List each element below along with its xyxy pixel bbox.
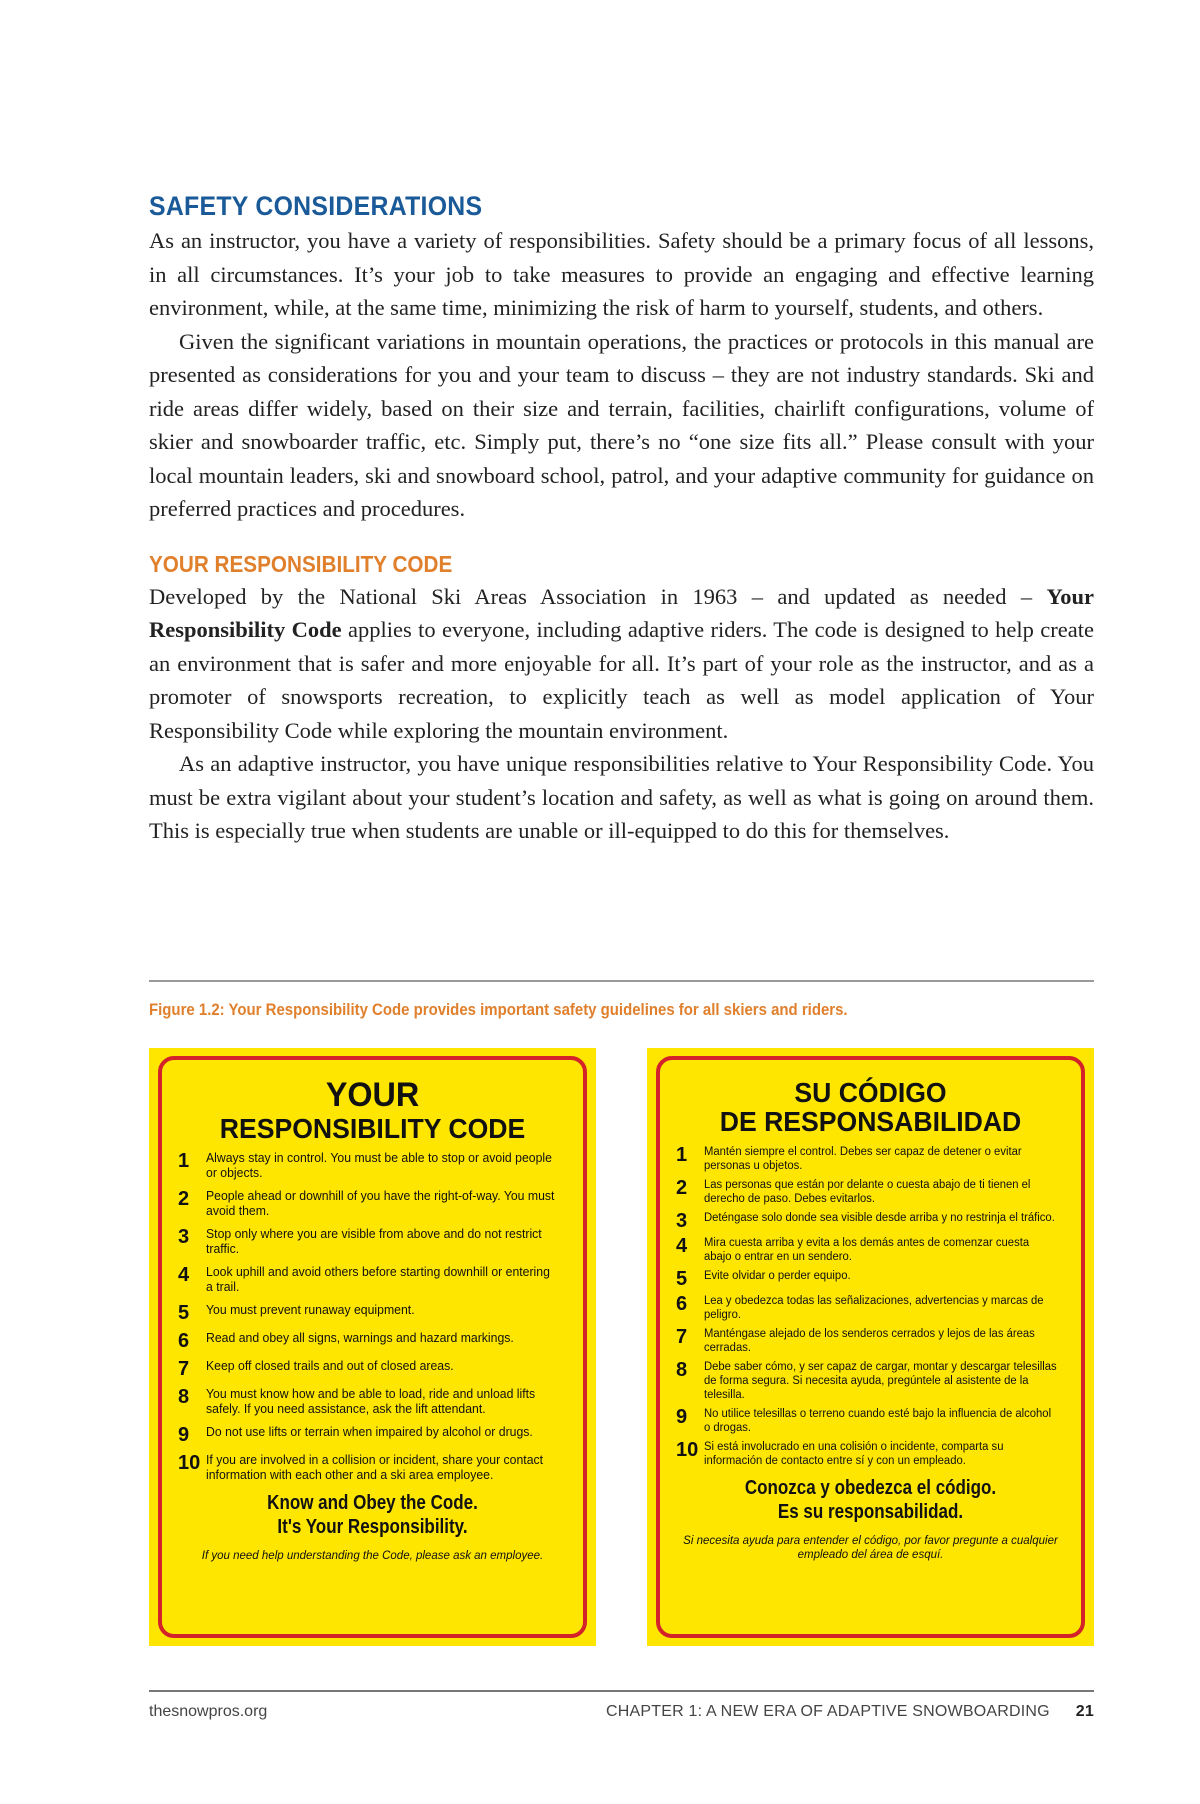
list-item xyxy=(178,1453,567,1483)
list-item xyxy=(676,1145,1065,1173)
rule-number: 7 xyxy=(178,1358,190,1381)
rule-text: Always stay in control. You must be able to stop or avoid people or objects. xyxy=(206,1151,552,1181)
rule-text: Las personas que están por delante o cuesta abajo de ti tienen el derecho de paso. Debes evitarlos. xyxy=(704,1178,1031,1205)
footer-site: thesnowpros.org xyxy=(149,1703,268,1720)
rule-text: If you are involved in a collision or incident, share your contact information with each other and a ski area employee. xyxy=(206,1453,544,1483)
rule-text: Si está involucrado en una colisión o incidente, comparta su información de contacto entre sí y con un empleado. xyxy=(704,1440,1004,1467)
figure-caption: Figure 1.2: Your Responsibility Code provides important safety guidelines for all skiers and riders. xyxy=(149,1000,848,1019)
rule-number: 4 xyxy=(676,1234,688,1257)
sign-english-title-line2: RESPONSIBILITY CODE xyxy=(219,1112,526,1144)
list-item xyxy=(676,1294,1065,1322)
rule-text: Read and obey all signs, warnings and hazard markings. xyxy=(206,1331,514,1346)
footer-divider xyxy=(149,1690,1094,1692)
rule-number: 5 xyxy=(178,1302,190,1325)
rule-number: 10 xyxy=(178,1452,201,1475)
rule-text: Lea y obedezca todas las señalizaciones, advertencias y marcas de peligro. xyxy=(704,1294,1044,1321)
rule-number: 2 xyxy=(676,1176,688,1199)
footer-chapter: CHAPTER 1: A NEW ERA OF ADAPTIVE SNOWBOARDING xyxy=(606,1703,1050,1720)
sign-english xyxy=(149,1048,596,1646)
sign-spanish-slogan-line2: Es su responsabilidad. xyxy=(777,1500,964,1523)
rule-text: You must prevent runaway equipment. xyxy=(206,1303,415,1318)
list-item xyxy=(178,1227,567,1257)
list-item xyxy=(178,1189,567,1219)
subsection-title: YOUR RESPONSIBILITY CODE xyxy=(149,550,453,577)
list-item xyxy=(178,1425,567,1445)
rule-number: 9 xyxy=(178,1424,190,1447)
paragraph-variations: Given the significant variations in mountain operations, the practices or protocols in this manual are presented as considerations for you and your team to discuss – they are not industry standards. Ski and ride areas differ widely, based on their size and terrain, facilities, chairlift configurations, volume of skier and snowboarder traffic, etc. Simply put, there’s no “one size fits all.” Please consult with your local mountain leaders, ski and snowboard school, patrol, and your adaptive community for guidance on preferred practices and procedures. xyxy=(149,328,1094,521)
sign-english-slogan-line1: Know and Obey the Code. xyxy=(267,1492,478,1515)
rule-number: 4 xyxy=(178,1264,190,1287)
rule-number: 8 xyxy=(178,1386,190,1409)
section-title: SAFETY CONSIDERATIONS xyxy=(149,191,483,221)
rule-number: 5 xyxy=(676,1267,688,1290)
rule-text: No utilice telesillas o terreno cuando esté bajo la influencia de alcohol o drogas. xyxy=(704,1407,1052,1434)
list-item xyxy=(676,1440,1065,1468)
paragraph-adaptive-instructor: As an adaptive instructor, you have unique responsibilities relative to Your Responsibility Code. You must be extra vigilant about your student’s location and safety, as well as what is going on around them. This is especially true when students are unable or ill-equipped to do this for themselves. xyxy=(149,751,1094,843)
sign-english-title-line1: YOUR xyxy=(325,1076,420,1114)
rule-text: Do not use lifts or terrain when impaired by alcohol or drugs. xyxy=(206,1425,533,1440)
sign-spanish-title-line2: DE RESPONSABILIDAD xyxy=(719,1106,1022,1138)
list-item xyxy=(676,1236,1065,1264)
list-item xyxy=(676,1269,1065,1289)
sign-spanish-border xyxy=(656,1056,1085,1638)
list-item xyxy=(676,1360,1065,1402)
sign-spanish-rules xyxy=(676,1145,1065,1468)
rule-number: 10 xyxy=(676,1438,699,1461)
rule-text: Debe saber cómo, y ser capaz de cargar, montar y descargar telesillas de forma segura. Si necesita ayuda, pregúntele al asistente de la telesilla. xyxy=(704,1360,1057,1401)
list-item xyxy=(178,1387,567,1417)
caption-divider xyxy=(149,980,1094,982)
list-item xyxy=(178,1265,567,1295)
rule-text: You must know how and be able to load, ride and unload lifts safely. If you need assistance, ask the lift attendant. xyxy=(206,1387,536,1417)
rule-number: 1 xyxy=(676,1143,688,1166)
sign-english-slogan-line2: It's Your Responsibility. xyxy=(277,1516,468,1539)
list-item xyxy=(676,1327,1065,1355)
footer-chapter-info xyxy=(606,1703,1094,1721)
rule-text: Mantén siempre el control. Debes ser capaz de detener o evitar personas u objetos. xyxy=(704,1145,1022,1172)
sign-spanish xyxy=(647,1048,1094,1646)
code-name-bold: Your Responsibility Code xyxy=(149,583,1094,642)
list-item xyxy=(178,1331,567,1351)
list-item xyxy=(676,1178,1065,1206)
rule-number: 7 xyxy=(676,1325,688,1348)
rule-text: Keep off closed trails and out of closed areas. xyxy=(206,1359,454,1374)
list-item xyxy=(178,1303,567,1323)
sign-english-rules xyxy=(178,1151,567,1483)
rule-number: 6 xyxy=(178,1330,190,1353)
rule-number: 3 xyxy=(676,1209,688,1232)
sign-spanish-slogan xyxy=(705,1476,1036,1524)
sign-spanish-title-line1: SU CÓDIGO xyxy=(794,1077,947,1108)
rule-number: 8 xyxy=(676,1358,688,1381)
rule-text: Deténgase solo donde sea visible desde arriba y no restrinja el tráfico. xyxy=(704,1211,1055,1224)
paragraph-code-history xyxy=(149,580,1094,748)
main-content xyxy=(149,188,1094,848)
rule-number: 3 xyxy=(178,1226,190,1249)
list-item xyxy=(676,1407,1065,1435)
sign-spanish-title xyxy=(686,1078,1056,1137)
paragraph-intro: As an instructor, you have a variety of responsibilities. Safety should be a primary focus of all lessons, in all circumstances. It’s your job to take measures to provide an engaging and effective learning environment, while, at the same time, minimizing the risk of harm to yourself, students, and others. xyxy=(149,228,1094,320)
rule-number: 1 xyxy=(178,1150,190,1173)
rule-text: People ahead or downhill of you have the right-of-way. You must avoid them. xyxy=(206,1189,555,1219)
sign-english-title xyxy=(188,1078,558,1143)
rule-number: 2 xyxy=(178,1188,190,1211)
paragraph-code-history-a: Developed by the National Ski Areas Association in 1963 – and updated as needed – xyxy=(149,583,1047,609)
sign-spanish-note: Si necesita ayuda para entender el código, por favor pregunte a cualquier empleado del área de esquí. xyxy=(683,1534,1058,1561)
sign-english-note: If you need help understanding the Code, please ask an employee. xyxy=(201,1550,544,1563)
paragraph-code-history-b: applies to everyone, including adaptive riders. The code is designed to help create an environment that is safer and more enjoyable for all. It’s part of your role as the instructor, and as a promoter of snowsports recreation, to explicitly teach as well as model application of Your Responsibility Code while exploring the mountain environment. xyxy=(149,617,1094,743)
sign-spanish-slogan-line1: Conozca y obedezca el código. xyxy=(744,1476,997,1499)
list-item xyxy=(178,1151,567,1181)
sign-english-border xyxy=(158,1056,587,1638)
sign-english-slogan xyxy=(207,1491,538,1539)
rule-text: Evite olvidar o perder equipo. xyxy=(704,1269,851,1282)
rule-text: Look uphill and avoid others before starting downhill or entering a trail. xyxy=(206,1265,550,1295)
rule-text: Stop only where you are visible from above and do not restrict traffic. xyxy=(206,1227,542,1257)
rule-number: 9 xyxy=(676,1405,688,1428)
rule-text: Manténgase alejado de los senderos cerrados y lejos de las áreas cerradas. xyxy=(704,1327,1035,1354)
page-number: 21 xyxy=(1075,1703,1094,1720)
list-item xyxy=(676,1211,1065,1231)
rule-text: Mira cuesta arriba y evita a los demás antes de comenzar cuesta abajo o entrar en un sendero. xyxy=(704,1236,1030,1263)
list-item xyxy=(178,1359,567,1379)
rule-number: 6 xyxy=(676,1292,688,1315)
